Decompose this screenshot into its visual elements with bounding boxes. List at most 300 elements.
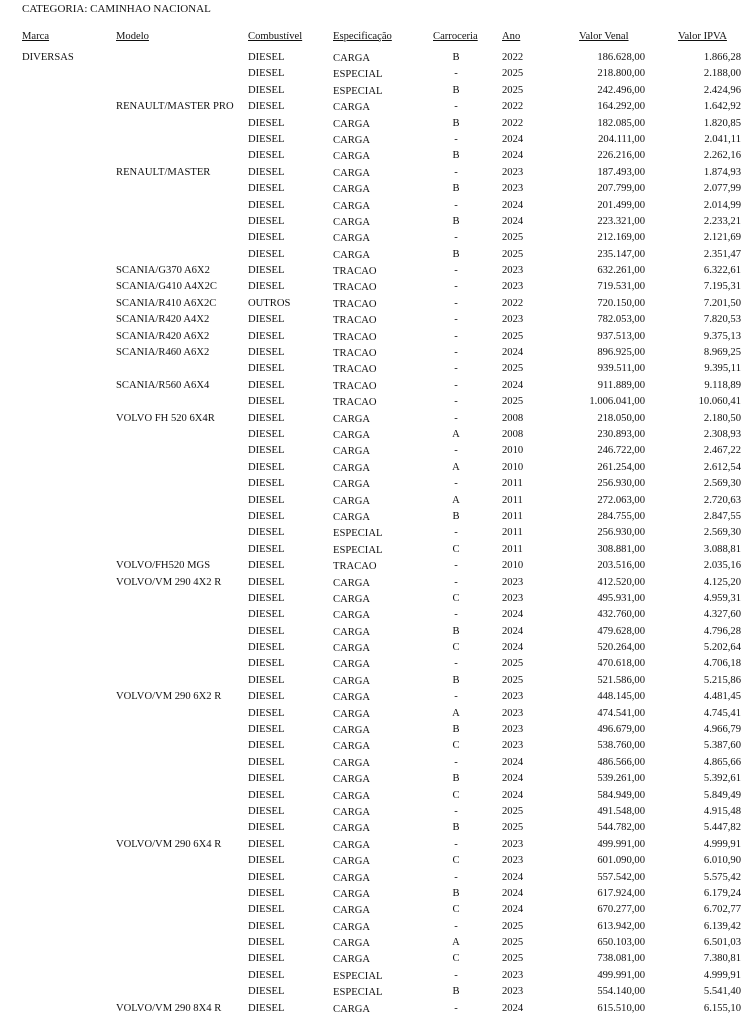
- cell-especificacao: CARGA: [333, 823, 371, 835]
- cell-carroceria: B: [452, 150, 460, 162]
- table-row: [0, 116, 750, 132]
- cell-valor-ipva: 6.179,24: [703, 887, 741, 899]
- cell-ano: 2024: [502, 379, 524, 391]
- table-row: [0, 935, 750, 951]
- cell-especificacao: CARGA: [333, 888, 371, 900]
- cell-ano: 2025: [502, 658, 524, 670]
- cell-ano: 2025: [502, 396, 524, 408]
- cell-ano: 2024: [502, 871, 524, 883]
- cell-combustivel: DIESEL: [248, 674, 285, 686]
- cell-valor-venal: 284.755,00: [597, 510, 645, 522]
- table-row: [0, 263, 750, 279]
- table-row: [0, 984, 750, 1000]
- cell-modelo: VOLVO/FH520 MGS: [116, 560, 211, 572]
- cell-ano: 2023: [502, 838, 524, 850]
- cell-ano: 2022: [502, 297, 524, 309]
- cell-carroceria: -: [454, 576, 458, 588]
- cell-valor-ipva: 5.387,60: [703, 740, 741, 752]
- cell-especificacao: CARGA: [333, 184, 371, 196]
- table-row: [0, 493, 750, 509]
- cell-valor-ipva: 2.569,30: [703, 478, 741, 490]
- cell-combustivel: DIESEL: [248, 248, 285, 260]
- cell-valor-ipva: 2.121,69: [703, 232, 741, 244]
- cell-valor-ipva: 4.327,60: [703, 609, 741, 621]
- cell-ano: 2025: [502, 953, 524, 965]
- table-row: [0, 99, 750, 115]
- cell-valor-venal: 499.991,00: [597, 969, 645, 981]
- cell-especificacao: CARGA: [333, 741, 371, 753]
- cell-ano: 2011: [502, 527, 523, 539]
- cell-modelo: SCANIA/G410 A4X2C: [116, 281, 217, 293]
- table-row: [0, 542, 750, 558]
- cell-ano: 2025: [502, 84, 524, 96]
- cell-carroceria: -: [454, 527, 458, 539]
- cell-combustivel: DIESEL: [248, 478, 285, 490]
- cell-combustivel: DIESEL: [248, 953, 285, 965]
- cell-valor-ipva: 4.966,79: [703, 724, 741, 736]
- table-row: [0, 132, 750, 148]
- cell-combustivel: DIESEL: [248, 363, 285, 375]
- cell-valor-ipva: 9.395,11: [704, 363, 741, 375]
- cell-valor-ipva: 2.308,93: [703, 428, 741, 440]
- cell-combustivel: DIESEL: [248, 150, 285, 162]
- cell-valor-venal: 218.800,00: [597, 68, 645, 80]
- table-row: [0, 525, 750, 541]
- cell-combustivel: DIESEL: [248, 887, 285, 899]
- cell-carroceria: -: [454, 396, 458, 408]
- cell-especificacao: CARGA: [333, 479, 371, 491]
- cell-ano: 2023: [502, 724, 524, 736]
- cell-modelo: SCANIA/R560 A6X4: [116, 379, 210, 391]
- cell-combustivel: DIESEL: [248, 937, 285, 949]
- cell-especificacao: TRACAO: [333, 282, 377, 294]
- cell-combustivel: DIESEL: [248, 117, 285, 129]
- cell-combustivel: DIESEL: [248, 740, 285, 752]
- cell-ano: 2023: [502, 969, 524, 981]
- table-row: [0, 591, 750, 607]
- cell-ano: 2023: [502, 986, 524, 998]
- cell-especificacao: CARGA: [333, 692, 371, 704]
- cell-especificacao: CARGA: [333, 53, 371, 64]
- cell-ano: 2010: [502, 445, 524, 457]
- cell-valor-venal: 520.264,00: [597, 642, 645, 654]
- cell-valor-ipva: 2.569,30: [703, 527, 741, 539]
- cell-carroceria: -: [454, 363, 458, 375]
- cell-especificacao: CARGA: [333, 938, 371, 950]
- cell-valor-venal: 182.085,00: [597, 117, 645, 129]
- cell-valor-ipva: 5.215,86: [703, 674, 741, 686]
- cell-valor-venal: 203.516,00: [597, 560, 645, 572]
- cell-valor-venal: 242.496,00: [597, 84, 645, 96]
- table-row: [0, 476, 750, 492]
- cell-combustivel: DIESEL: [248, 232, 285, 244]
- cell-ano: 2011: [502, 478, 523, 490]
- cell-ano: 2023: [502, 576, 524, 588]
- cell-ano: 2023: [502, 281, 524, 293]
- cell-valor-venal: 212.169,00: [597, 232, 645, 244]
- cell-ano: 2024: [502, 150, 524, 162]
- cell-combustivel: DIESEL: [248, 969, 285, 981]
- cell-valor-venal: 256.930,00: [597, 527, 645, 539]
- cell-especificacao: CARGA: [333, 921, 371, 933]
- cell-valor-venal: 613.942,00: [597, 920, 645, 932]
- cell-ano: 2008: [502, 412, 524, 424]
- cell-combustivel: DIESEL: [248, 166, 285, 178]
- table-body: [0, 50, 750, 1017]
- cell-valor-venal: 226.216,00: [597, 150, 645, 162]
- table-row: [0, 378, 750, 394]
- cell-valor-venal: 1.006.041,00: [589, 396, 645, 408]
- cell-valor-ipva: 4.481,45: [703, 691, 741, 703]
- cell-especificacao: CARGA: [333, 806, 371, 818]
- cell-ano: 2025: [502, 232, 524, 244]
- cell-ano: 2023: [502, 592, 524, 604]
- cell-especificacao: TRACAO: [333, 364, 377, 376]
- cell-carroceria: -: [454, 756, 458, 768]
- cell-valor-venal: 479.628,00: [597, 625, 645, 637]
- cell-valor-ipva: 4.999,91: [703, 969, 741, 981]
- table-row: [0, 968, 750, 984]
- cell-ano: 2025: [502, 805, 524, 817]
- cell-valor-venal: 246.722,00: [597, 445, 645, 457]
- cell-valor-ipva: 4.865,66: [703, 756, 741, 768]
- cell-ano: 2022: [502, 101, 524, 113]
- cell-ano: 2024: [502, 609, 524, 621]
- cell-valor-venal: 539.261,00: [597, 773, 645, 785]
- table-row: [0, 329, 750, 345]
- header-carroceria: Carroceria: [433, 31, 478, 42]
- cell-carroceria: -: [454, 658, 458, 670]
- cell-especificacao: ESPECIAL: [333, 970, 383, 982]
- cell-especificacao: CARGA: [333, 249, 371, 261]
- cell-combustivel: DIESEL: [248, 199, 285, 211]
- cell-ano: 2011: [502, 543, 523, 555]
- cell-especificacao: ESPECIAL: [333, 69, 383, 81]
- cell-combustivel: DIESEL: [248, 510, 285, 522]
- cell-especificacao: CARGA: [333, 659, 371, 671]
- cell-valor-venal: 544.782,00: [597, 822, 645, 834]
- table-row: [0, 509, 750, 525]
- cell-valor-venal: 719.531,00: [597, 281, 645, 293]
- cell-valor-venal: 495.931,00: [597, 592, 645, 604]
- cell-especificacao: CARGA: [333, 151, 371, 163]
- table-row: [0, 673, 750, 689]
- table-row: [0, 230, 750, 246]
- cell-valor-venal: 474.541,00: [597, 707, 645, 719]
- cell-combustivel: DIESEL: [248, 773, 285, 785]
- cell-especificacao: TRACAO: [333, 331, 377, 343]
- cell-valor-venal: 584.949,00: [597, 789, 645, 801]
- table-row: [0, 165, 750, 181]
- cell-ano: 2025: [502, 674, 524, 686]
- cell-especificacao: CARGA: [333, 790, 371, 802]
- table-row: [0, 902, 750, 918]
- cell-valor-venal: 896.925,00: [597, 347, 645, 359]
- cell-valor-ipva: 2.847,55: [703, 510, 741, 522]
- table-row: [0, 738, 750, 754]
- cell-carroceria: -: [454, 166, 458, 178]
- cell-especificacao: CARGA: [333, 774, 371, 786]
- cell-ano: 2024: [502, 904, 524, 916]
- cell-valor-ipva: 1.874,93: [703, 166, 741, 178]
- cell-ano: 2024: [502, 199, 524, 211]
- cell-carroceria: -: [454, 232, 458, 244]
- cell-valor-ipva: 10.060,41: [698, 396, 741, 408]
- cell-valor-venal: 720.150,00: [597, 297, 645, 309]
- cell-valor-ipva: 6.501,03: [703, 937, 741, 949]
- cell-carroceria: -: [454, 805, 458, 817]
- cell-valor-ipva: 2.612,54: [703, 461, 741, 473]
- cell-ano: 2025: [502, 248, 524, 260]
- cell-valor-ipva: 2.720,63: [703, 494, 741, 506]
- header-valor-ipva: Valor IPVA: [678, 31, 727, 42]
- cell-valor-venal: 491.548,00: [597, 805, 645, 817]
- header-especificacao: Especificação: [333, 31, 392, 42]
- cell-carroceria: C: [452, 953, 460, 965]
- cell-carroceria: C: [452, 855, 460, 867]
- cell-carroceria: B: [452, 248, 460, 260]
- cell-ano: 2022: [502, 52, 524, 63]
- cell-valor-ipva: 2.262,16: [703, 150, 741, 162]
- cell-valor-venal: 782.053,00: [597, 314, 645, 326]
- cell-carroceria: -: [454, 330, 458, 342]
- cell-carroceria: C: [452, 740, 460, 752]
- table-row: [0, 820, 750, 836]
- cell-valor-venal: 496.679,00: [597, 724, 645, 736]
- table-row: [0, 706, 750, 722]
- cell-valor-venal: 261.254,00: [597, 461, 645, 473]
- cell-especificacao: CARGA: [333, 577, 371, 589]
- cell-valor-ipva: 1.820,85: [703, 117, 741, 129]
- cell-valor-venal: 235.147,00: [597, 248, 645, 260]
- cell-carroceria: -: [454, 297, 458, 309]
- table-row: [0, 1001, 750, 1017]
- cell-valor-ipva: 2.180,50: [703, 412, 741, 424]
- cell-combustivel: DIESEL: [248, 756, 285, 768]
- cell-carroceria: B: [452, 117, 460, 129]
- cell-valor-ipva: 7.820,53: [703, 314, 741, 326]
- cell-combustivel: DIESEL: [248, 691, 285, 703]
- cell-carroceria: -: [454, 314, 458, 326]
- cell-ano: 2024: [502, 347, 524, 359]
- cell-combustivel: DIESEL: [248, 84, 285, 96]
- cell-valor-ipva: 6.155,10: [703, 1002, 741, 1014]
- cell-valor-venal: 615.510,00: [597, 1002, 645, 1014]
- cell-ano: 2008: [502, 428, 524, 440]
- header-valor-venal: Valor Venal: [579, 31, 629, 42]
- cell-modelo: SCANIA/R410 A6X2C: [116, 297, 217, 309]
- cell-ano: 2024: [502, 625, 524, 637]
- cell-carroceria: B: [452, 510, 460, 522]
- cell-combustivel: DIESEL: [248, 265, 285, 277]
- table-row: [0, 870, 750, 886]
- table-row: [0, 345, 750, 361]
- cell-especificacao: CARGA: [333, 1003, 371, 1015]
- cell-carroceria: B: [452, 215, 460, 227]
- cell-valor-ipva: 5.575,42: [703, 871, 741, 883]
- cell-especificacao: CARGA: [333, 643, 371, 655]
- cell-carroceria: A: [452, 937, 460, 949]
- cell-carroceria: -: [454, 871, 458, 883]
- cell-valor-ipva: 4.999,91: [703, 838, 741, 850]
- cell-especificacao: TRACAO: [333, 561, 377, 573]
- cell-marca: DIVERSAS: [22, 52, 74, 63]
- table-row: [0, 755, 750, 771]
- cell-valor-venal: 911.889,00: [597, 379, 645, 391]
- table-row: [0, 247, 750, 263]
- category-title: CATEGORIA: CAMINHAO NACIONAL: [22, 3, 211, 15]
- cell-valor-venal: 308.881,00: [597, 543, 645, 555]
- cell-valor-ipva: 7.201,50: [703, 297, 741, 309]
- cell-valor-ipva: 6.139,42: [703, 920, 741, 932]
- cell-combustivel: DIESEL: [248, 560, 285, 572]
- cell-modelo: RENAULT/MASTER PRO: [116, 101, 234, 113]
- cell-carroceria: -: [454, 609, 458, 621]
- cell-valor-ipva: 4.959,31: [703, 592, 741, 604]
- table-row: [0, 886, 750, 902]
- cell-valor-ipva: 3.088,81: [703, 543, 741, 555]
- cell-combustivel: DIESEL: [248, 543, 285, 555]
- cell-especificacao: CARGA: [333, 200, 371, 212]
- cell-combustivel: DIESEL: [248, 625, 285, 637]
- cell-ano: 2024: [502, 215, 524, 227]
- cell-especificacao: TRACAO: [333, 266, 377, 278]
- cell-carroceria: A: [452, 461, 460, 473]
- cell-modelo: RENAULT/MASTER: [116, 166, 211, 178]
- cell-valor-ipva: 2.035,16: [703, 560, 741, 572]
- cell-carroceria: A: [452, 707, 460, 719]
- cell-ano: 2025: [502, 363, 524, 375]
- cell-especificacao: ESPECIAL: [333, 85, 383, 97]
- cell-combustivel: DIESEL: [248, 658, 285, 670]
- cell-combustivel: DIESEL: [248, 920, 285, 932]
- cell-ano: 2025: [502, 822, 524, 834]
- cell-combustivel: DIESEL: [248, 428, 285, 440]
- cell-combustivel: DIESEL: [248, 855, 285, 867]
- table-row: [0, 181, 750, 197]
- cell-valor-ipva: 7.195,31: [703, 281, 741, 293]
- cell-valor-venal: 432.760,00: [597, 609, 645, 621]
- cell-valor-ipva: 8.969,25: [703, 347, 741, 359]
- cell-carroceria: B: [452, 183, 460, 195]
- cell-valor-venal: 186.628,00: [597, 52, 645, 63]
- cell-valor-venal: 650.103,00: [597, 937, 645, 949]
- cell-valor-ipva: 1.642,92: [703, 101, 741, 113]
- cell-combustivel: DIESEL: [248, 642, 285, 654]
- cell-combustivel: DIESEL: [248, 724, 285, 736]
- cell-combustivel: DIESEL: [248, 52, 285, 63]
- cell-especificacao: CARGA: [333, 905, 371, 917]
- cell-carroceria: B: [452, 724, 460, 736]
- table-row: [0, 83, 750, 99]
- cell-carroceria: -: [454, 445, 458, 457]
- cell-combustivel: DIESEL: [248, 494, 285, 506]
- cell-combustivel: DIESEL: [248, 133, 285, 145]
- table-row: [0, 951, 750, 967]
- cell-valor-venal: 187.493,00: [597, 166, 645, 178]
- cell-especificacao: TRACAO: [333, 397, 377, 409]
- cell-valor-ipva: 4.745,41: [703, 707, 741, 719]
- cell-valor-ipva: 6.322,61: [703, 265, 741, 277]
- cell-combustivel: DIESEL: [248, 838, 285, 850]
- table-row: [0, 575, 750, 591]
- cell-carroceria: B: [452, 986, 460, 998]
- cell-carroceria: B: [452, 52, 460, 63]
- table-row: [0, 624, 750, 640]
- cell-valor-venal: 601.090,00: [597, 855, 645, 867]
- cell-valor-ipva: 2.351,47: [703, 248, 741, 260]
- cell-valor-ipva: 9.118,89: [704, 379, 741, 391]
- cell-valor-ipva: 2.014,99: [703, 199, 741, 211]
- table-row: [0, 558, 750, 574]
- cell-especificacao: CARGA: [333, 102, 371, 114]
- cell-valor-venal: 218.050,00: [597, 412, 645, 424]
- table-row: [0, 722, 750, 738]
- cell-especificacao: CARGA: [333, 757, 371, 769]
- table-row: [0, 919, 750, 935]
- table-row: [0, 198, 750, 214]
- cell-ano: 2024: [502, 1002, 524, 1014]
- cell-valor-venal: 470.618,00: [597, 658, 645, 670]
- cell-valor-ipva: 2.424,96: [703, 84, 741, 96]
- cell-valor-ipva: 6.010,90: [703, 855, 741, 867]
- cell-modelo: SCANIA/R420 A6X2: [116, 330, 210, 342]
- cell-combustivel: DIESEL: [248, 822, 285, 834]
- cell-ano: 2010: [502, 461, 524, 473]
- cell-especificacao: ESPECIAL: [333, 544, 383, 556]
- cell-combustivel: DIESEL: [248, 576, 285, 588]
- cell-ano: 2023: [502, 707, 524, 719]
- table-row: [0, 214, 750, 230]
- cell-ano: 2024: [502, 887, 524, 899]
- table-row: [0, 607, 750, 623]
- cell-carroceria: B: [452, 84, 460, 96]
- table-row: [0, 656, 750, 672]
- cell-combustivel: DIESEL: [248, 330, 285, 342]
- cell-valor-ipva: 4.915,48: [703, 805, 741, 817]
- cell-ano: 2025: [502, 937, 524, 949]
- cell-ano: 2024: [502, 773, 524, 785]
- cell-especificacao: CARGA: [333, 593, 371, 605]
- table-row: [0, 460, 750, 476]
- cell-valor-ipva: 5.392,61: [703, 773, 741, 785]
- cell-ano: 2023: [502, 740, 524, 752]
- cell-combustivel: DIESEL: [248, 789, 285, 801]
- cell-valor-venal: 554.140,00: [597, 986, 645, 998]
- cell-carroceria: B: [452, 674, 460, 686]
- cell-combustivel: DIESEL: [248, 904, 285, 916]
- cell-ano: 2023: [502, 265, 524, 277]
- cell-ano: 2024: [502, 756, 524, 768]
- cell-combustivel: DIESEL: [248, 461, 285, 473]
- cell-ano: 2024: [502, 133, 524, 145]
- cell-combustivel: DIESEL: [248, 215, 285, 227]
- cell-ano: 2025: [502, 330, 524, 342]
- cell-modelo: VOLVO FH 520 6X4R: [116, 412, 215, 424]
- cell-ano: 2023: [502, 314, 524, 326]
- table-row: [0, 427, 750, 443]
- cell-valor-venal: 538.760,00: [597, 740, 645, 752]
- cell-carroceria: A: [452, 428, 460, 440]
- cell-carroceria: -: [454, 920, 458, 932]
- cell-carroceria: -: [454, 1002, 458, 1014]
- cell-especificacao: ESPECIAL: [333, 528, 383, 540]
- cell-valor-venal: 521.586,00: [597, 674, 645, 686]
- table-row: [0, 853, 750, 869]
- cell-combustivel: DIESEL: [248, 707, 285, 719]
- cell-valor-venal: 670.277,00: [597, 904, 645, 916]
- cell-carroceria: -: [454, 281, 458, 293]
